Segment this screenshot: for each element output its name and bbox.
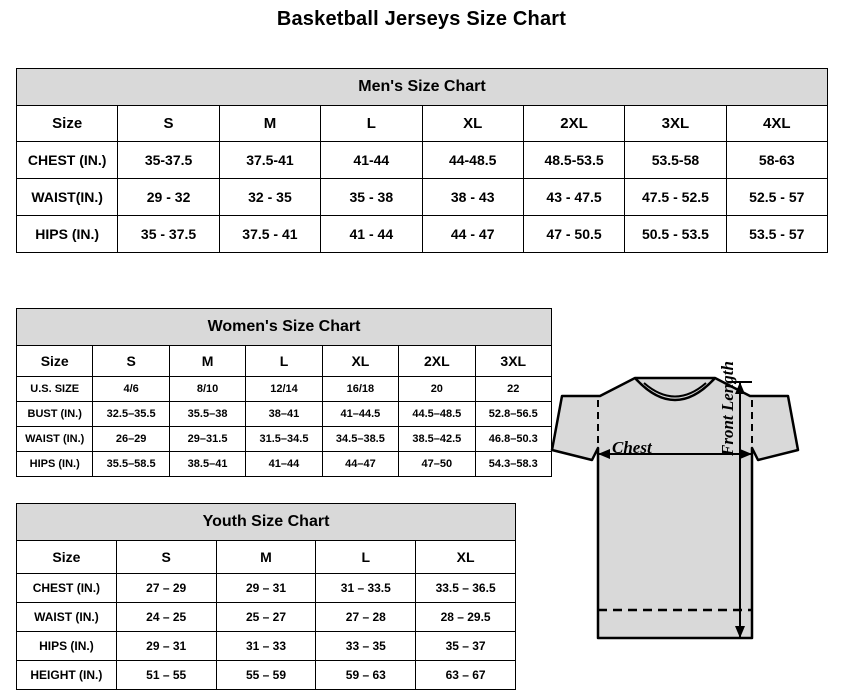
row-label-hips: HIPS (IN.)	[17, 632, 117, 661]
youth-chart-caption: Youth Size Chart	[17, 504, 516, 541]
table-row	[17, 179, 828, 216]
cell-hips-s: 35.5–58.5	[93, 452, 169, 477]
table-row	[17, 427, 552, 452]
jersey-shirt-icon	[540, 338, 840, 678]
column-header-2xl: 2XL	[399, 346, 475, 377]
table-row	[17, 377, 552, 402]
cell-waist-m: 29–31.5	[169, 427, 245, 452]
cell-hips-s: 35 - 37.5	[118, 216, 219, 253]
cell-waist-xl: 34.5–38.5	[322, 427, 398, 452]
column-header-m: M	[169, 346, 245, 377]
cell-hips-l: 41–44	[246, 452, 322, 477]
column-header-size: Size	[17, 106, 118, 142]
cell-height-xl: 63 – 67	[416, 661, 516, 690]
cell-height-l: 59 – 63	[316, 661, 416, 690]
cell-chest-xl: 33.5 – 36.5	[416, 574, 516, 603]
column-header-l: L	[316, 541, 416, 574]
cell-hips-2xl: 47 - 50.5	[523, 216, 624, 253]
table-row	[17, 216, 828, 253]
cell-hips-xl: 44–47	[322, 452, 398, 477]
cell-chest-s: 27 – 29	[116, 574, 216, 603]
row-label-waist: WAIST (IN.)	[17, 603, 117, 632]
cell-waist-xl: 28 – 29.5	[416, 603, 516, 632]
cell-us-size-l: 12/14	[246, 377, 322, 402]
row-label-hips: HIPS (IN.)	[17, 452, 93, 477]
cell-waist-m: 32 - 35	[219, 179, 320, 216]
column-header-l: L	[246, 346, 322, 377]
column-header-3xl: 3XL	[625, 106, 726, 142]
cell-chest-m: 37.5-41	[219, 142, 320, 179]
table-caption-row	[17, 504, 516, 541]
womens-chart-caption: Women's Size Chart	[17, 309, 552, 346]
table-header-row	[17, 106, 828, 142]
mens-chart-caption: Men's Size Chart	[17, 69, 828, 106]
column-header-m: M	[216, 541, 316, 574]
cell-us-size-3xl: 22	[475, 377, 551, 402]
cell-height-m: 55 – 59	[216, 661, 316, 690]
column-header-size: Size	[17, 346, 93, 377]
cell-waist-3xl: 46.8–50.3	[475, 427, 551, 452]
cell-hips-3xl: 50.5 - 53.5	[625, 216, 726, 253]
cell-waist-s: 26–29	[93, 427, 169, 452]
cell-waist-2xl: 43 - 47.5	[523, 179, 624, 216]
row-label-bust: BUST (IN.)	[17, 402, 93, 427]
cell-bust-l: 38–41	[246, 402, 322, 427]
table-header-row	[17, 346, 552, 377]
column-header-s: S	[93, 346, 169, 377]
row-label-waist: WAIST (IN.)	[17, 427, 93, 452]
column-header-xl: XL	[416, 541, 516, 574]
column-header-m: M	[219, 106, 320, 142]
cell-us-size-2xl: 20	[399, 377, 475, 402]
table-caption-row	[17, 309, 552, 346]
column-header-4xl: 4XL	[726, 106, 827, 142]
cell-us-size-xl: 16/18	[322, 377, 398, 402]
cell-hips-xl: 35 – 37	[416, 632, 516, 661]
column-header-3xl: 3XL	[475, 346, 551, 377]
row-label-waist: WAIST(IN.)	[17, 179, 118, 216]
page-title: Basketball Jerseys Size Chart	[276, 8, 567, 30]
chest-label: Chest	[612, 438, 652, 457]
table-row	[17, 142, 828, 179]
cell-waist-s: 24 – 25	[116, 603, 216, 632]
table-caption-row	[17, 69, 828, 106]
cell-waist-l: 31.5–34.5	[246, 427, 322, 452]
cell-bust-3xl: 52.8–56.5	[475, 402, 551, 427]
cell-chest-s: 35-37.5	[118, 142, 219, 179]
womens-size-chart-table	[16, 308, 552, 477]
cell-us-size-m: 8/10	[169, 377, 245, 402]
youth-size-chart-table	[16, 503, 516, 690]
cell-waist-l: 27 – 28	[316, 603, 416, 632]
cell-chest-m: 29 – 31	[216, 574, 316, 603]
table-row	[17, 661, 516, 690]
row-label-us-size: U.S. SIZE	[17, 377, 93, 402]
cell-hips-2xl: 47–50	[399, 452, 475, 477]
column-header-size: Size	[17, 541, 117, 574]
table-row	[17, 632, 516, 661]
column-header-2xl: 2XL	[523, 106, 624, 142]
table-row	[17, 603, 516, 632]
cell-waist-4xl: 52.5 - 57	[726, 179, 827, 216]
column-header-s: S	[116, 541, 216, 574]
cell-chest-l: 41-44	[321, 142, 422, 179]
cell-bust-s: 32.5–35.5	[93, 402, 169, 427]
cell-chest-l: 31 – 33.5	[316, 574, 416, 603]
cell-bust-xl: 41–44.5	[322, 402, 398, 427]
cell-height-s: 51 – 55	[116, 661, 216, 690]
row-label-chest: CHEST (IN.)	[17, 142, 118, 179]
cell-waist-2xl: 38.5–42.5	[399, 427, 475, 452]
row-label-hips: HIPS (IN.)	[17, 216, 118, 253]
column-header-xl: XL	[422, 106, 523, 142]
column-header-xl: XL	[322, 346, 398, 377]
cell-chest-3xl: 53.5-58	[625, 142, 726, 179]
cell-chest-xl: 44-48.5	[422, 142, 523, 179]
front-length-label: Front Length	[718, 361, 737, 456]
table-row	[17, 402, 552, 427]
cell-waist-m: 25 – 27	[216, 603, 316, 632]
jersey-measurement-diagram	[540, 338, 840, 678]
mens-size-chart-table	[16, 68, 828, 253]
cell-hips-xl: 44 - 47	[422, 216, 523, 253]
cell-waist-s: 29 - 32	[118, 179, 219, 216]
cell-hips-3xl: 54.3–58.3	[475, 452, 551, 477]
row-label-chest: CHEST (IN.)	[17, 574, 117, 603]
cell-waist-3xl: 47.5 - 52.5	[625, 179, 726, 216]
cell-us-size-s: 4/6	[93, 377, 169, 402]
cell-waist-l: 35 - 38	[321, 179, 422, 216]
cell-hips-l: 41 - 44	[321, 216, 422, 253]
cell-hips-m: 31 – 33	[216, 632, 316, 661]
cell-hips-m: 38.5–41	[169, 452, 245, 477]
cell-chest-2xl: 48.5-53.5	[523, 142, 624, 179]
cell-waist-xl: 38 - 43	[422, 179, 523, 216]
cell-bust-m: 35.5–38	[169, 402, 245, 427]
column-header-s: S	[118, 106, 219, 142]
table-row	[17, 452, 552, 477]
cell-chest-4xl: 58-63	[726, 142, 827, 179]
row-label-height: HEIGHT (IN.)	[17, 661, 117, 690]
cell-hips-s: 29 – 31	[116, 632, 216, 661]
table-header-row	[17, 541, 516, 574]
cell-hips-4xl: 53.5 - 57	[726, 216, 827, 253]
shirt-body-shape	[552, 378, 798, 638]
table-row	[17, 574, 516, 603]
cell-bust-2xl: 44.5–48.5	[399, 402, 475, 427]
column-header-l: L	[321, 106, 422, 142]
cell-hips-m: 37.5 - 41	[219, 216, 320, 253]
cell-hips-l: 33 – 35	[316, 632, 416, 661]
